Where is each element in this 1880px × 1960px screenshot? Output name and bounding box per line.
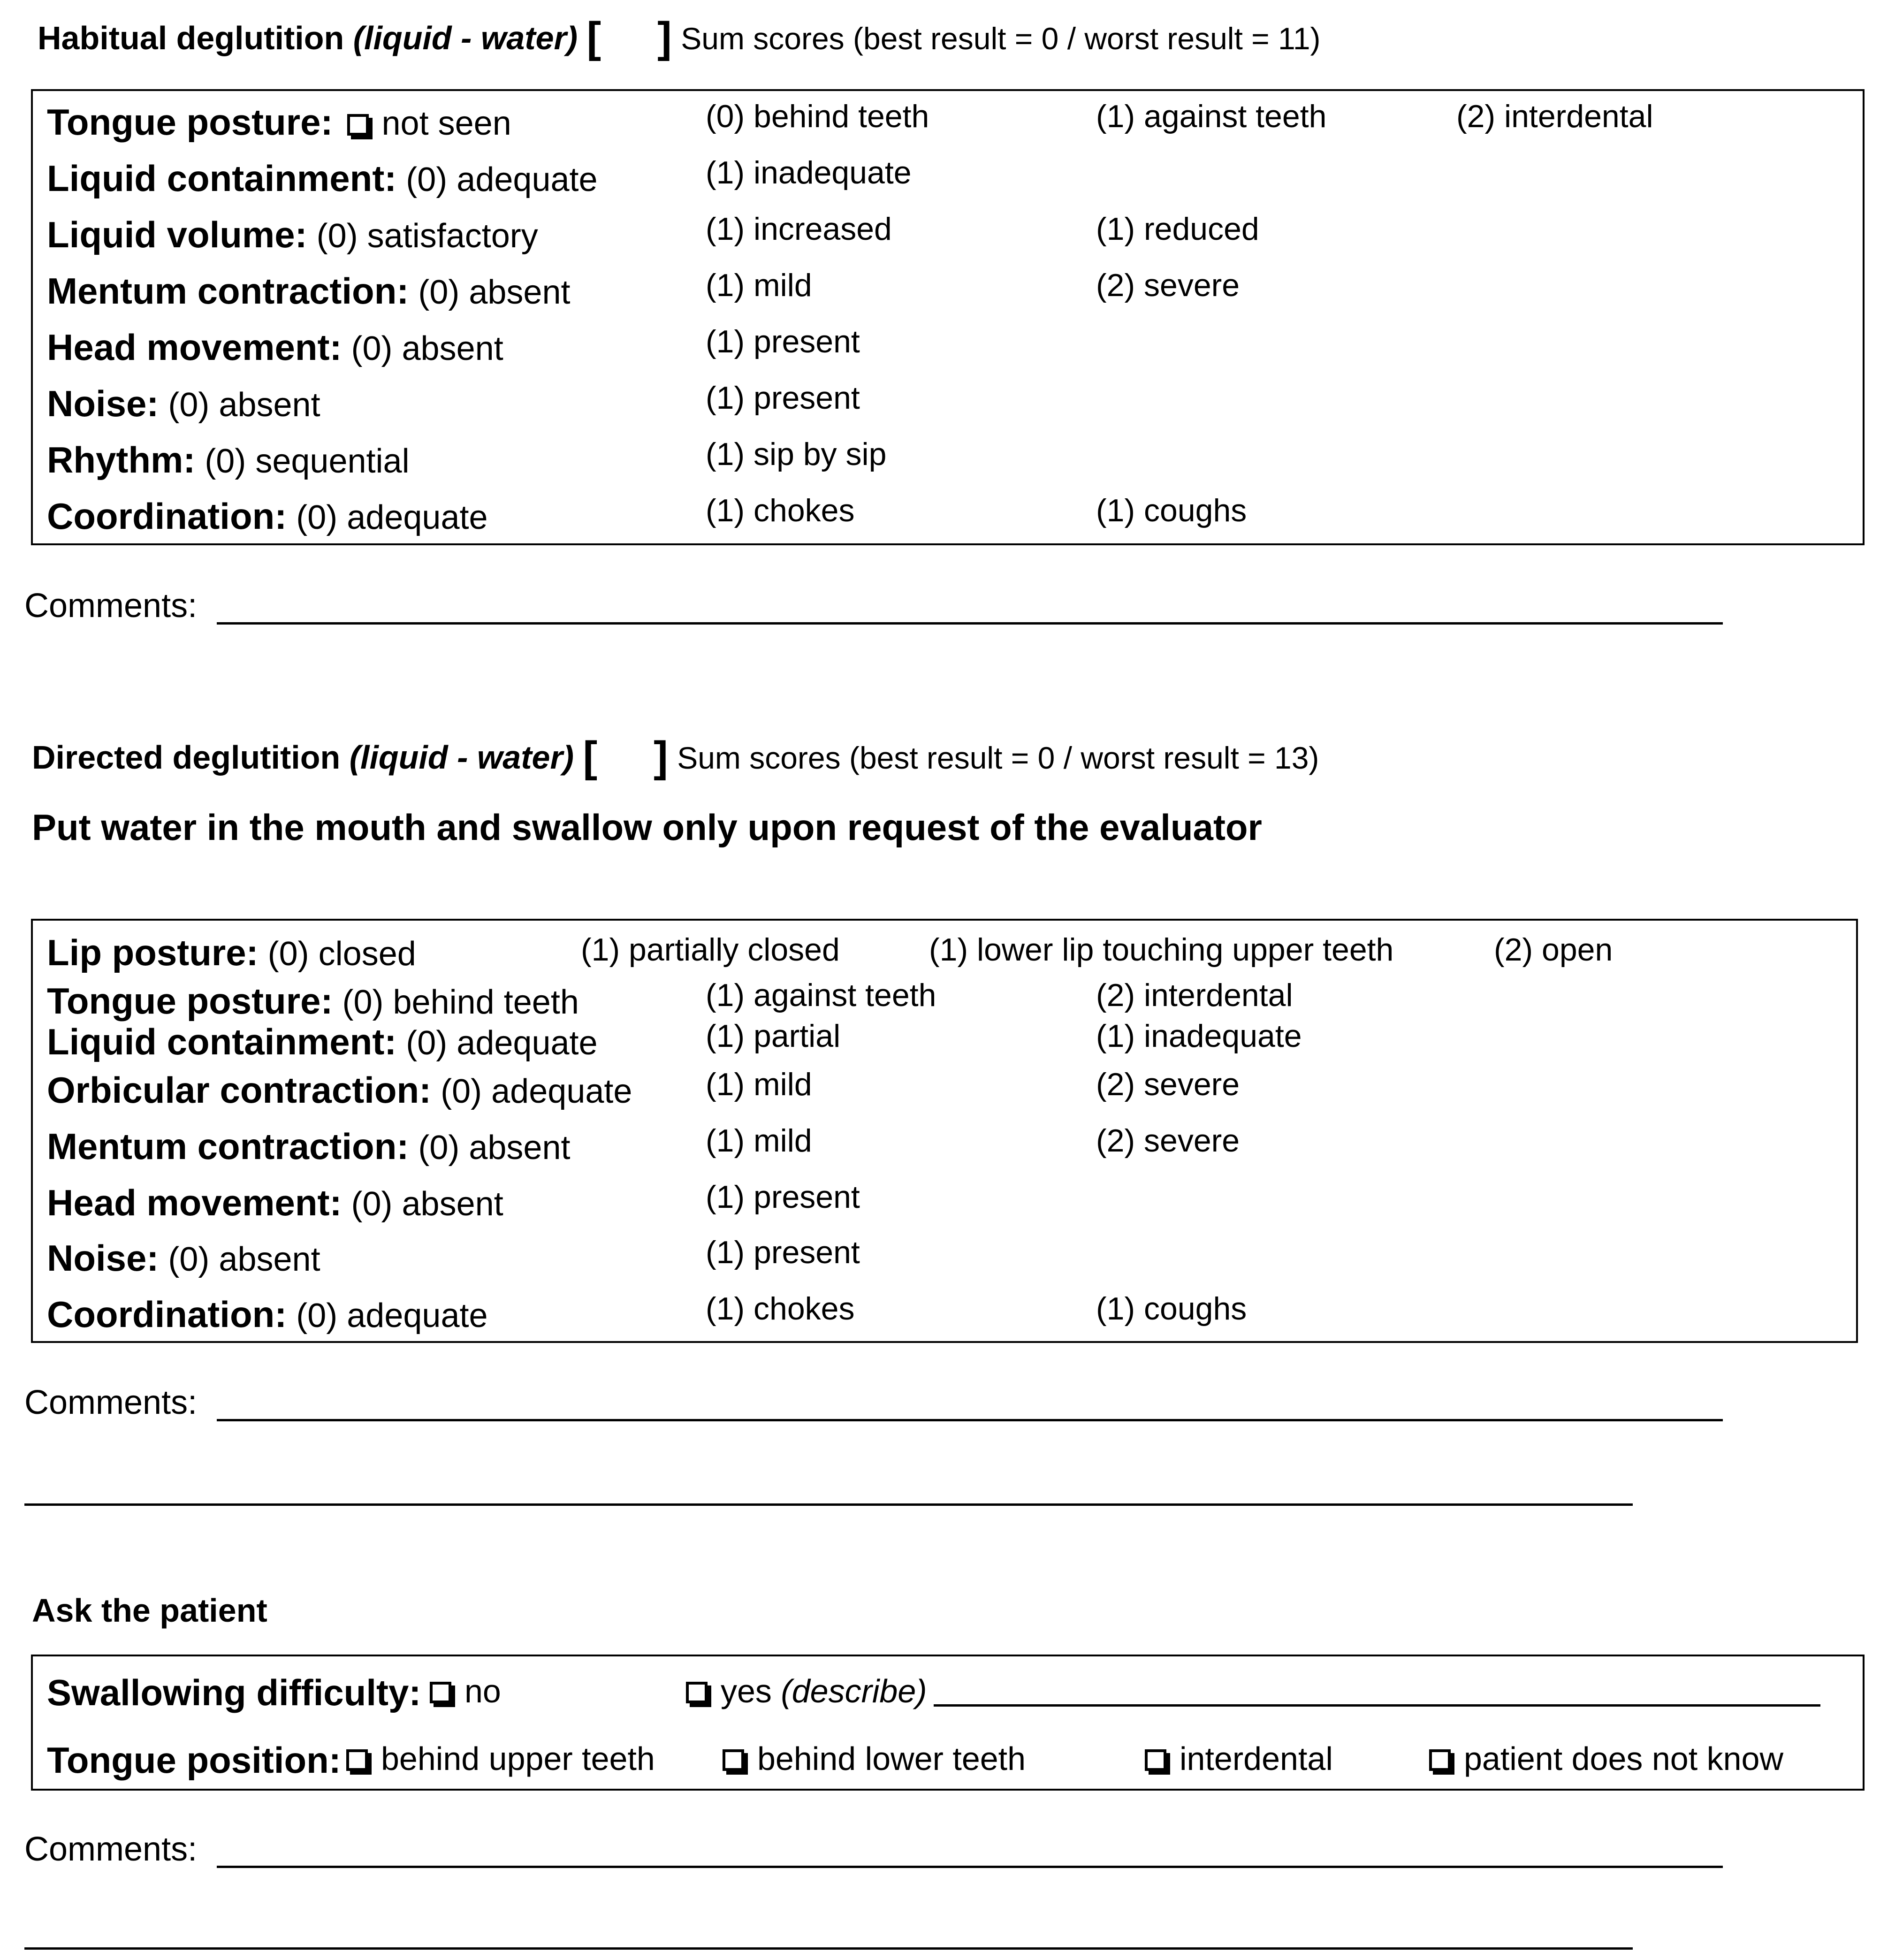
row-option-first: (0) adequate [406, 161, 598, 198]
row-option: (1) mild [706, 1067, 812, 1102]
score-row [47, 1237, 320, 1280]
score-row [47, 270, 571, 313]
row-label: Head movement: [47, 327, 342, 368]
row-label: Rhythm: [47, 439, 196, 480]
habitual-title: Habitual deglutition [38, 20, 344, 56]
habitual-subtitle: (liquid - water) [353, 20, 578, 56]
directed-title: Directed deglutition [32, 739, 341, 776]
row-label: Tongue posture: [47, 980, 333, 1022]
swallowing-yes-option [686, 1672, 927, 1710]
score-row [47, 214, 538, 256]
score-row [47, 980, 579, 1022]
row-option-first: (0) absent [168, 386, 320, 424]
swallowing-describe-label: (describe) [781, 1673, 927, 1709]
row-option: (1) present [706, 1235, 860, 1270]
row-option: (0) behind teeth [706, 99, 929, 134]
ask-title: Ask the patient [32, 1592, 267, 1629]
habitual-sum-note: Sum scores (best result = 0 / worst result = 11) [681, 21, 1321, 56]
score-row [47, 157, 598, 200]
directed-comments-line-2[interactable] [24, 1503, 1633, 1506]
habitual-score-bracket-open: [ [586, 14, 601, 61]
score-row [47, 1125, 571, 1168]
lip-posture-option-2: (1) lower lip touching upper teeth [929, 932, 1394, 968]
row-option-first: not seen [381, 105, 511, 142]
score-row [47, 1182, 503, 1224]
score-row [47, 326, 503, 369]
row-option-first: (0) satisfactory [316, 217, 538, 255]
tongue-position-label: Tongue position: [47, 1739, 341, 1781]
score-row [47, 382, 320, 425]
row-option-first: (0) absent [351, 1185, 503, 1223]
score-row [47, 495, 488, 538]
row-option: (1) partial [706, 1018, 841, 1054]
row-label: Liquid volume: [47, 214, 307, 255]
habitual-comments-label: Comments: [24, 587, 198, 625]
directed-comments-label: Comments: [24, 1384, 198, 1421]
score-row [47, 439, 410, 481]
score-row [47, 1021, 598, 1063]
row-option: (1) chokes [706, 1291, 855, 1327]
row-option: (1) sip by sip [706, 436, 887, 472]
tongue-position-option-upper [346, 1740, 655, 1777]
row-option: (1) chokes [706, 493, 855, 528]
row-option-first: (0) absent [168, 1241, 320, 1278]
tongue-lower-label: behind lower teeth [757, 1740, 1026, 1777]
row-option: (1) coughs [1096, 1291, 1247, 1327]
row-option: (2) severe [1096, 267, 1240, 303]
row-option: (1) against teeth [1096, 99, 1327, 134]
row-label: Tongue posture: [47, 101, 333, 143]
swallowing-yes-checkbox[interactable] [686, 1682, 708, 1703]
habitual-header [38, 10, 1321, 60]
row-option: (1) inadequate [706, 155, 912, 191]
row-label: Noise: [47, 383, 159, 424]
row-option: (1) increased [706, 211, 892, 247]
tongue-position-option-unknown [1429, 1740, 1783, 1777]
row-option-first: (0) adequate [406, 1024, 598, 1062]
ask-comments-label: Comments: [24, 1830, 198, 1868]
row-option: (1) present [706, 324, 860, 359]
row-option-first: (0) behind teeth [342, 984, 579, 1021]
lip-posture-row [47, 931, 416, 974]
lip-posture-option-1: (1) partially closed [581, 932, 840, 968]
habitual-score-bracket-close: ] [657, 14, 672, 61]
row-option: (1) inadequate [1096, 1018, 1302, 1054]
row-option: (1) mild [706, 1123, 812, 1159]
row-option-first: (0) adequate [441, 1073, 632, 1110]
row-label: Mentum contraction: [47, 1126, 409, 1167]
row-option: (1) present [706, 380, 860, 416]
tongue-interdental-checkbox[interactable] [1145, 1749, 1166, 1771]
tongue-unknown-checkbox[interactable] [1429, 1749, 1451, 1771]
row-option: (2) interdental [1096, 977, 1293, 1013]
directed-comments-line-1[interactable] [217, 1419, 1723, 1421]
tongue-upper-checkbox[interactable] [346, 1749, 368, 1771]
tongue-position-option-lower [723, 1740, 1026, 1777]
row-option: (2) severe [1096, 1067, 1240, 1102]
swallowing-describe-line[interactable] [934, 1704, 1820, 1707]
row-option-first: (0) adequate [296, 499, 488, 536]
row-option: (1) against teeth [706, 977, 936, 1013]
row-label: Mentum contraction: [47, 270, 409, 312]
tongue-position-row [47, 1739, 341, 1782]
row-option: (2) interdental [1456, 99, 1653, 134]
row-label: Orbicular contraction: [47, 1069, 432, 1111]
directed-subtitle: (liquid - water) [349, 739, 574, 776]
row-option: (1) mild [706, 267, 812, 303]
score-row [47, 1069, 632, 1112]
row-option: (2) severe [1096, 1123, 1240, 1159]
row-option-first: (0) sequential [205, 442, 410, 480]
row-label: Liquid containment: [47, 158, 397, 199]
row-label: Coordination: [47, 1294, 287, 1335]
row-label: Noise: [47, 1237, 159, 1279]
row-option: (1) present [706, 1179, 860, 1215]
directed-sum-note: Sum scores (best result = 0 / worst result = 13) [677, 740, 1319, 775]
directed-score-bracket-close: ] [654, 733, 668, 781]
swallowing-yes-label: yes [721, 1673, 772, 1709]
swallowing-difficulty-label: Swallowing difficulty: [47, 1672, 421, 1713]
row-label: Head movement: [47, 1182, 342, 1223]
score-row [47, 101, 511, 144]
not-seen-checkbox[interactable] [347, 114, 369, 136]
tongue-interdental-label: interdental [1180, 1740, 1333, 1777]
tongue-unknown-label: patient does not know [1464, 1740, 1784, 1777]
score-row [47, 1293, 488, 1336]
row-option-first: (0) adequate [296, 1297, 488, 1335]
row-option: (1) coughs [1096, 493, 1247, 528]
directed-score-bracket-open: [ [583, 733, 598, 781]
lip-posture-option-3: (2) open [1494, 932, 1613, 968]
row-label: Coordination: [47, 496, 287, 537]
swallowing-no-option [430, 1672, 501, 1710]
swallowing-no-checkbox[interactable] [430, 1682, 451, 1703]
directed-instruction: Put water in the mouth and swallow only upon request of the evaluator [32, 807, 1262, 848]
habitual-comments-line[interactable] [217, 622, 1723, 625]
tongue-lower-checkbox[interactable] [723, 1749, 744, 1771]
directed-header [32, 730, 1319, 779]
tongue-position-option-interdental [1145, 1740, 1333, 1777]
ask-comments-line-1[interactable] [217, 1866, 1723, 1868]
ask-comments-line-2[interactable] [24, 1947, 1633, 1950]
swallowing-difficulty-row [47, 1671, 421, 1714]
swallowing-no-label: no [464, 1673, 501, 1709]
lip-posture-option-0: (0) closed [267, 935, 416, 973]
row-option: (1) reduced [1096, 211, 1259, 247]
lip-posture-label: Lip posture: [47, 932, 259, 973]
row-option-first: (0) absent [418, 274, 571, 311]
tongue-upper-label: behind upper teeth [381, 1740, 655, 1777]
row-label: Liquid containment: [47, 1021, 397, 1062]
row-option-first: (0) absent [418, 1129, 571, 1167]
row-option-first: (0) absent [351, 330, 503, 367]
